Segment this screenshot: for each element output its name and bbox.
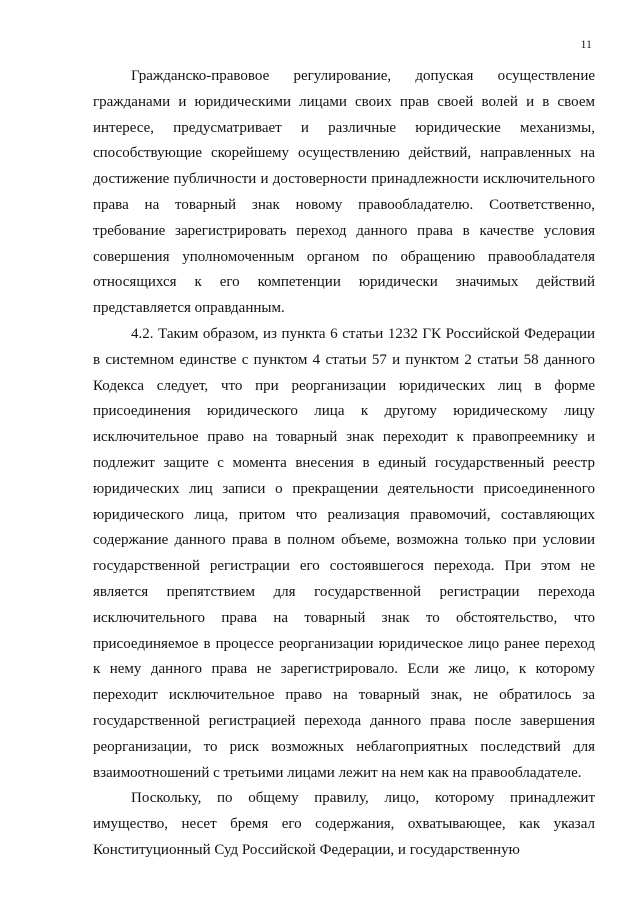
page-number: 11 <box>580 37 592 51</box>
paragraph-civil-regulation: Гражданско-правовое регулирование, допуская осуществление гражданами и юридическими лицами своих прав своей волей и в своем интересе, предусматривает и различные юридические механизмы, способствующие скорейшему осуществлению действий, направленных на достижение публичности и достоверности принадлежности исключительного права на товарный знак новому правообладателю. Соответственно, требование зарегистрировать переход данного права в качестве условия совершения уполномоченным органом по обращению правообладателя относящихся к его компетенции юридически значимых действий представляется оправданным. <box>93 68 595 317</box>
paragraph-property-burden: Поскольку, по общему правилу, лицо, которому принадлежит имущество, несет бремя его содержания, охватывающее, как указал Конституционный Суд Российской Федерации, и государственную <box>93 790 595 858</box>
paragraph-section-4-2: 4.2. Таким образом, из пункта 6 статьи 1232 ГК Российской Федерации в системном единстве с пунктом 4 статьи 57 и пунктом 2 статьи 58 данного Кодекса следует, что при реорганизации юридических лиц в форме присоединения юридического лица к другому юридическому лицу исключительное право на товарный знак переходит к правопреемнику и подлежит защите с момента внесения в единый государственный реестр юридических лиц записи о прекращении деятельности присоединенного юридического лица, притом что реализация правомочий, составляющих содержание данного права в полном объеме, возможна только при условии государственной регистрации его состоявшегося перехода. При этом не является препятствием для государственной регистрации перехода исключительного права на товарный знак то обстоятельство, что присоединяемое в процессе реорганизации юридическое лицо ранее переход к нему данного права не зарегистрировало. Если же лицо, к которому переходит исключительное право на товарный знак, не обратилось за государственной регистрацией перехода данного права после завершения реорганизации, то риск возможных неблагоприятных последствий для взаимоотношений с третьими лицами лежит на нем как на правообладателе. <box>93 325 595 781</box>
document-body <box>93 64 595 864</box>
